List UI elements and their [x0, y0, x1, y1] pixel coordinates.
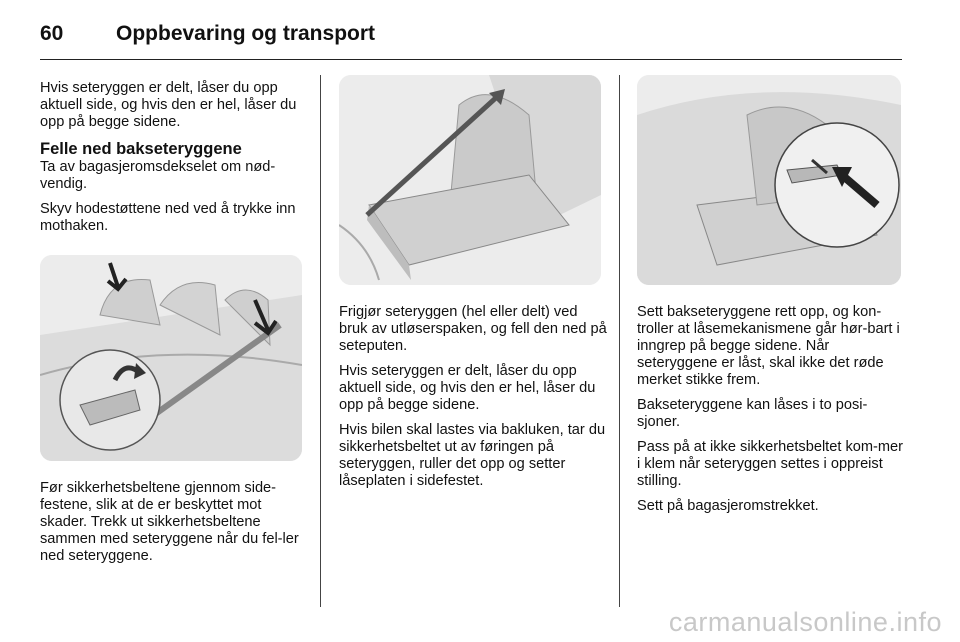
- seatback-lock-illustration: [637, 75, 901, 285]
- column-divider: [320, 75, 321, 607]
- paragraph: Sett på bagasjeromstrekket.: [637, 498, 819, 514]
- paragraph: Bakseteryggene kan låses i to posi-sjoner.: [637, 397, 868, 430]
- paragraph: Sett bakseteryggene rett opp, og kon-troller at låsemekanismene går hør-bart i inngrep på begge sidene. Når seteryggene er låst, skal ikke det røde merket stikke frem.: [637, 304, 900, 388]
- paragraph: Før sikkerhetsbeltene gjennom side-festene, slik at de er beskyttet mot skader. Trekk ut sikkerhetsbeltene sammen med seteryggene når du fel-ler ned seteryggene.: [40, 480, 299, 564]
- paragraph: Hvis seteryggen er delt, låser du opp aktuell side, og hvis den er hel, låser du opp på begge sidene.: [40, 80, 297, 130]
- column-2: [339, 304, 607, 498]
- paragraph: Ta av bagasjeromsdekselet om nød-vendig.: [40, 159, 276, 192]
- page-number: 60: [40, 22, 64, 45]
- column-3: [637, 304, 907, 523]
- seatback-fold-illustration: [339, 75, 601, 285]
- paragraph: Skyv hodestøttene ned ved å trykke inn mothaken.: [40, 201, 296, 234]
- watermark: carmanualsonline.info: [668, 607, 942, 637]
- paragraph: Hvis seteryggen er delt, låser du opp aktuell side, og hvis den er hel, låser du opp på begge sidene.: [339, 363, 596, 413]
- column-1-top: [40, 80, 310, 243]
- page-title: Oppbevaring og transport: [116, 22, 376, 45]
- column-divider: [619, 75, 620, 607]
- header-divider: [40, 59, 902, 60]
- paragraph: Pass på at ikke sikkerhetsbeltet kom-mer i klem når seteryggen settes i oppreist stilling.: [637, 439, 904, 489]
- paragraph: Frigjør seteryggen (hel eller delt) ved bruk av utløserspaken, og fell den ned på seteputen.: [339, 304, 607, 354]
- column-1-bottom: [40, 480, 310, 573]
- headrest-illustration: [40, 255, 302, 461]
- section-heading: Felle ned bakseteryggene: [40, 140, 242, 158]
- paragraph: Hvis bilen skal lastes via bakluken, tar du sikkerhetsbeltet ut av føringen på seteryggen, ruller det opp og setter låseplaten i sidefestet.: [339, 422, 606, 489]
